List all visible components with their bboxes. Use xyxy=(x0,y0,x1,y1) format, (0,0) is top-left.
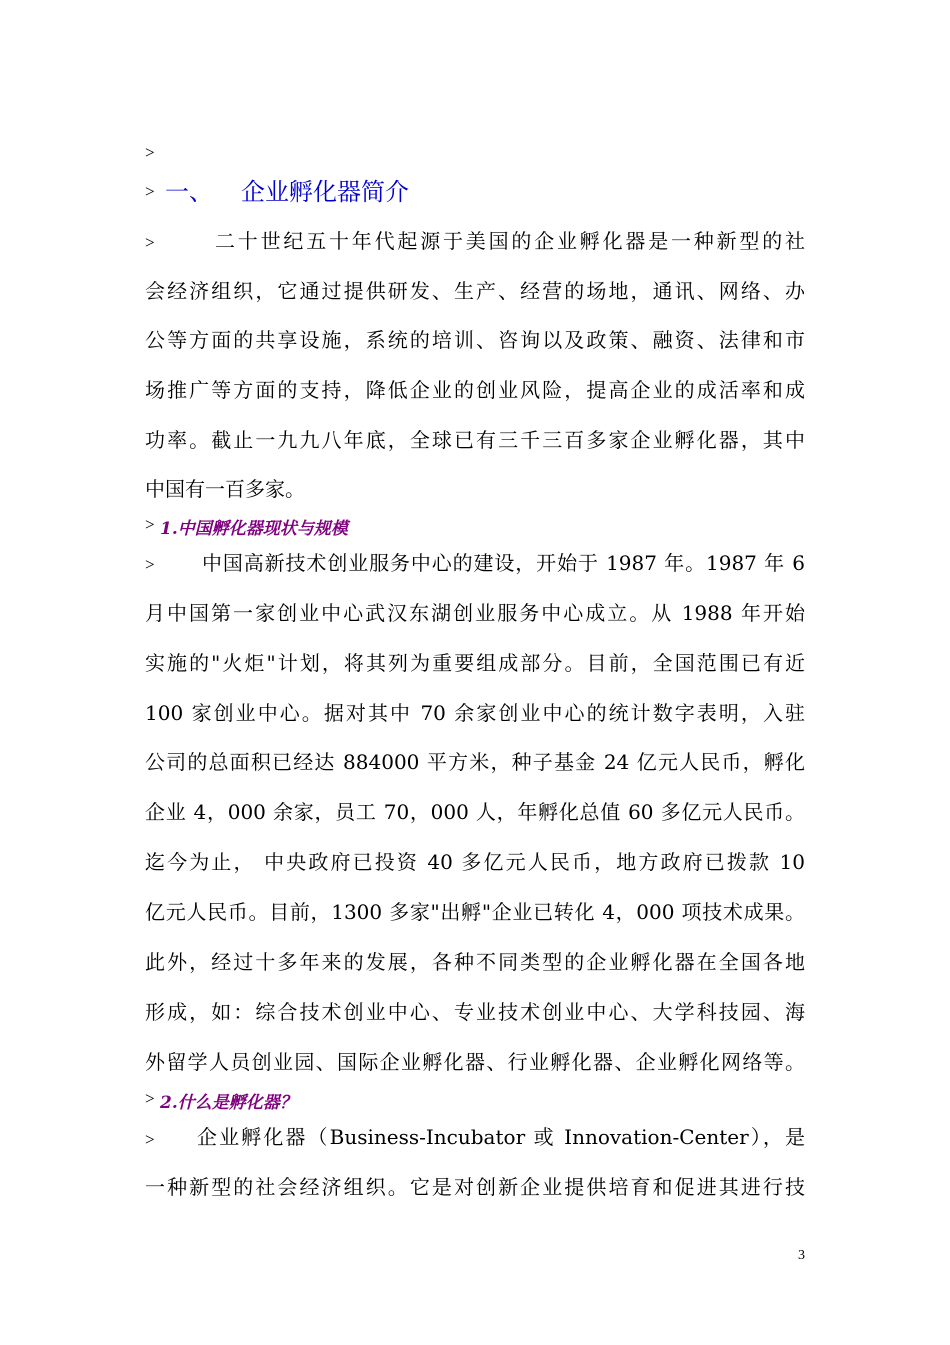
section-number: 一、 xyxy=(165,178,213,206)
paragraph-line: 迄今为止， 中央政府已投资 40 多亿元人民币，地方政府已拨款 10 xyxy=(145,850,805,874)
bullet-marker: > xyxy=(145,555,155,574)
paragraph-line: 亿元人民币。目前，1300 多家"出孵"企业已转化 4，000 项技术成果。 xyxy=(145,900,805,924)
section-heading xyxy=(165,172,409,207)
paragraph-line: 月中国第一家创业中心武汉东湖创业服务中心成立。从 1988 年开始 xyxy=(145,601,805,625)
paragraph-line: 一种新型的社会经济组织。它是对创新企业提供培育和促进其进行技 xyxy=(145,1175,805,1199)
bullet-marker: > xyxy=(145,515,155,534)
bullet-marker: > xyxy=(145,1130,155,1149)
paragraph-line: 此外，经过十多年来的发展，各种不同类型的企业孵化器在全国各地 xyxy=(145,950,805,974)
paragraph-line: 公等方面的共享设施，系统的培训、咨询以及政策、融资、法律和市 xyxy=(145,328,805,352)
paragraph-line: 二十世纪五十年代起源于美国的企业孵化器是一种新型的社 xyxy=(215,229,805,253)
bullet-marker: > xyxy=(145,143,155,162)
paragraph-line: 场推广等方面的支持，降低企业的创业风险，提高企业的成活率和成 xyxy=(145,378,805,402)
paragraph-line: 形成，如：综合技术创业中心、专业技术创业中心、大学科技园、海 xyxy=(145,1000,805,1024)
section-title: 企业孵化器简介 xyxy=(241,178,409,206)
bullet-marker: > xyxy=(145,1089,155,1108)
paragraph-line: 企业 4，000 余家，员工 70，000 人，年孵化总值 60 多亿元人民币。 xyxy=(145,800,805,824)
paragraph-line: 100 家创业中心。据对其中 70 余家创业中心的统计数字表明，入驻 xyxy=(145,701,805,725)
bullet-marker: > xyxy=(145,182,155,201)
paragraph-line: 外留学人员创业园、国际企业孵化器、行业孵化器、企业孵化网络等。 xyxy=(145,1050,805,1074)
page-number: 3 xyxy=(798,1248,805,1263)
paragraph-line: 功率。截止一九九八年底，全球已有三千三百多家企业孵化器，其中 xyxy=(145,428,805,452)
paragraph-line: 公司的总面积已经达 884000 平方米，种子基金 24 亿元人民币，孵化 xyxy=(145,750,805,774)
bullet-marker: > xyxy=(145,233,155,252)
paragraph-line: 实施的"火炬"计划，将其列为重要组成部分。目前，全国范围已有近 xyxy=(145,651,805,675)
subsection-heading: 1.中国孵化器现状与规模 xyxy=(160,519,348,539)
paragraph-line: 企业孵化器（Business-Incubator 或 Innovation-Center），是 xyxy=(197,1125,805,1149)
paragraph-line: 中国高新技术创业服务中心的建设，开始于 1987 年。1987 年 6 xyxy=(202,551,805,575)
subsection-heading: 2.什么是孵化器？ xyxy=(160,1093,297,1113)
paragraph-line: 中国有一百多家。 xyxy=(145,477,305,501)
paragraph-line: 会经济组织，它通过提供研发、生产、经营的场地，通讯、网络、办 xyxy=(145,279,805,303)
